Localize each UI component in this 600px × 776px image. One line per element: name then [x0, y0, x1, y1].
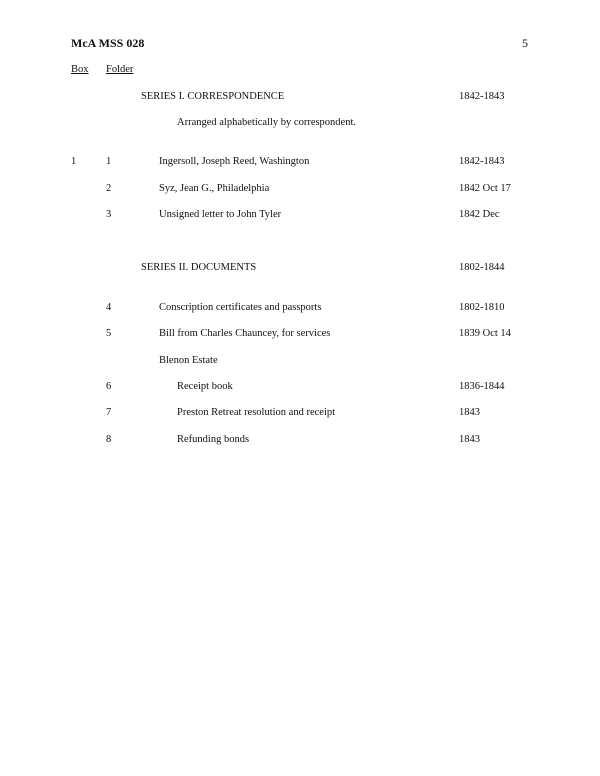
folder-date: 1839 Oct 14 [459, 328, 511, 339]
folder-row [0, 407, 600, 423]
folder-title: Refunding bonds [177, 434, 250, 445]
series-title: SERIES II. DOCUMENTS [141, 262, 257, 273]
folder-title: Receipt book [177, 381, 233, 392]
folder-number: 7 [106, 407, 112, 418]
series-arrangement-note: Arranged alphabetically by correspondent. [177, 117, 357, 128]
folder-date: 1842-1843 [459, 156, 505, 167]
folder-row [0, 302, 600, 318]
page-number: 5 [522, 36, 528, 50]
collection-id: McA MSS 028 [71, 36, 145, 50]
folder-title: Preston Retreat resolution and receipt [177, 407, 336, 418]
series-dates: 1802-1844 [459, 262, 505, 273]
folder-row [0, 328, 600, 344]
folder-number: 6 [106, 381, 112, 392]
folder-title: Conscription certificates and passports [159, 302, 322, 313]
folder-number: 2 [106, 183, 112, 194]
folder-number: 5 [106, 328, 112, 339]
folder-date: 1843 [459, 407, 480, 418]
series-heading-row [0, 262, 600, 278]
folder-title: Unsigned letter to John Tyler [159, 209, 282, 220]
series-note-row [0, 117, 600, 133]
folder-date: 1802-1810 [459, 302, 505, 313]
folder-row [0, 156, 600, 172]
folder-number: 4 [106, 302, 112, 313]
series-heading-row [0, 91, 600, 107]
folder-number: 8 [106, 434, 112, 445]
folder-title: Syz, Jean G., Philadelphia [159, 183, 270, 194]
folder-row [0, 434, 600, 450]
folder-date: 1843 [459, 434, 480, 445]
series-dates: 1842-1843 [459, 91, 505, 102]
folder-row [0, 183, 600, 199]
box-number: 1 [71, 156, 77, 167]
folder-date: 1842 Oct 17 [459, 183, 511, 194]
folder-date: 1842 Dec [459, 209, 500, 220]
folder-row [0, 209, 600, 225]
column-header-box: Box [71, 64, 89, 75]
folder-number: 3 [106, 209, 112, 220]
column-header-folder: Folder [106, 64, 134, 75]
folder-number: 1 [106, 156, 112, 167]
folder-row [0, 381, 600, 397]
subgroup-title: Blenon Estate [159, 355, 218, 366]
series-title: SERIES I. CORRESPONDENCE [141, 91, 285, 102]
folder-title: Bill from Charles Chauncey, for services [159, 328, 331, 339]
folder-date: 1836-1844 [459, 381, 505, 392]
subgroup-heading-row [0, 355, 600, 371]
folder-title: Ingersoll, Joseph Reed, Washington [159, 156, 310, 167]
